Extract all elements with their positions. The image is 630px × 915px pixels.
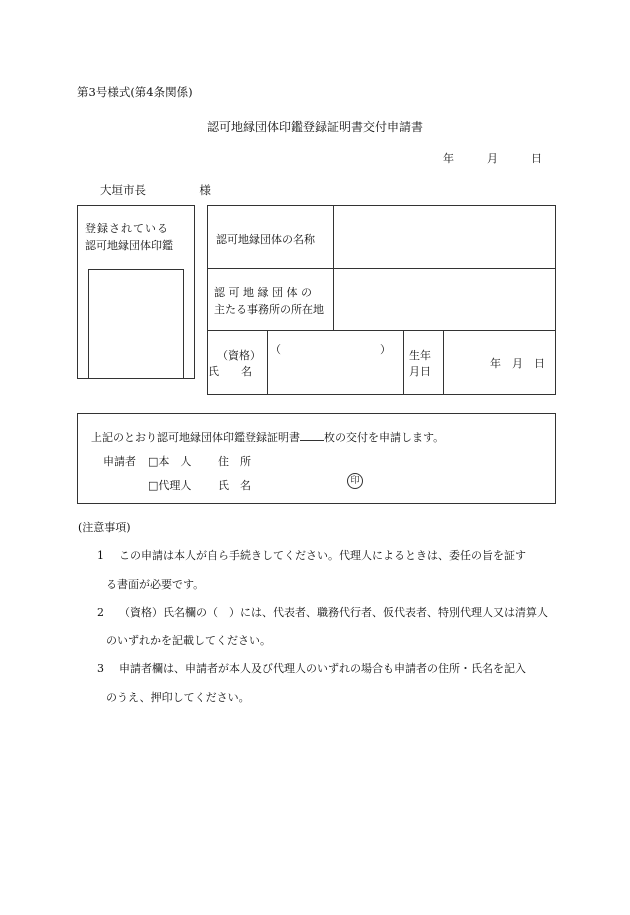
note-1-line1: この申請は本人が自ら手続きしてください。代理人によるときは、委任の旨を証す [119,549,526,562]
addressee-honorific: 様 [199,183,211,197]
seal-stamp-area[interactable] [88,269,184,379]
office-address-field[interactable] [333,268,556,331]
copies-count-field[interactable] [300,429,324,441]
date-month: 月 [487,152,498,165]
seal-mark-icon: 印 [347,473,363,489]
statement-before: 上記のとおり認可地縁団体印鑑登録証明書 [91,431,300,444]
note-item-1 [97,547,526,563]
applicant-name-label: 氏 名 [218,479,251,492]
office-label-line2: 主たる事務所の所在地 [214,303,324,316]
org-name-label-cell [207,205,334,269]
name-field[interactable] [267,330,404,395]
addressee [100,182,211,198]
addressee-name: 大垣市長 [100,183,146,197]
note-1-number: 1 [97,549,104,562]
name-label-cell [207,330,268,395]
seal-box-label-line1: 登録されている [85,222,169,235]
note-item-3 [97,660,526,676]
seal-box-label-line2: 認可地縁団体印鑑 [85,239,173,252]
office-label-line1: 認可地縁団体の [214,286,316,299]
birth-label-line1: 生年 [409,349,431,362]
notes-heading: (注意事項) [78,521,131,534]
page-title: 認可地縁団体印鑑登録証明書交付申請書 [206,120,423,134]
date-line [443,150,542,166]
note-3-line2: のうえ、押印してください。 [106,691,250,704]
qualification-paren-open: （ [270,343,281,356]
birth-date-text: 年 月 日 [490,357,545,370]
qualification-label: （資格） [217,349,261,362]
form-number: 第3号様式(第4条関係) [77,85,193,99]
option-self-checkbox[interactable]: □本 人 [148,455,192,468]
org-name-field[interactable] [333,205,556,269]
application-statement [91,429,444,445]
note-3-line1: 申請者欄は、申請者が本人及び代理人のいずれの場合も申請者の住所・氏名を記入 [119,662,526,675]
date-day: 日 [531,152,542,165]
birth-label-cell [403,330,444,395]
office-label-cell [207,268,334,331]
birth-label-line2: 月日 [409,365,431,378]
qualification-paren-close: ） [380,343,391,356]
address-label: 住 所 [218,455,251,468]
applicant-label: 申請者 [103,455,136,468]
application-box [77,413,556,504]
name-label: 氏 名 [208,365,252,378]
birth-date-field[interactable] [443,330,556,395]
option-agent-checkbox[interactable]: □代理人 [148,479,192,492]
note-item-2 [97,604,548,620]
note-2-number: 2 [97,606,104,619]
note-1-line2: る書面が必要です。 [106,578,205,591]
note-3-number: 3 [97,662,104,675]
date-year: 年 [443,152,454,165]
org-name-label: 認可地縁団体の名称 [216,233,315,246]
statement-after: 枚の交付を申請します。 [324,431,445,444]
seal-box [77,205,195,379]
note-2-line1: （資格）氏名欄の（ ）には、代表者、職務代行者、仮代表者、特別代理人又は清算人 [119,606,548,619]
note-2-line2: のいずれかを記載してください。 [106,634,271,647]
